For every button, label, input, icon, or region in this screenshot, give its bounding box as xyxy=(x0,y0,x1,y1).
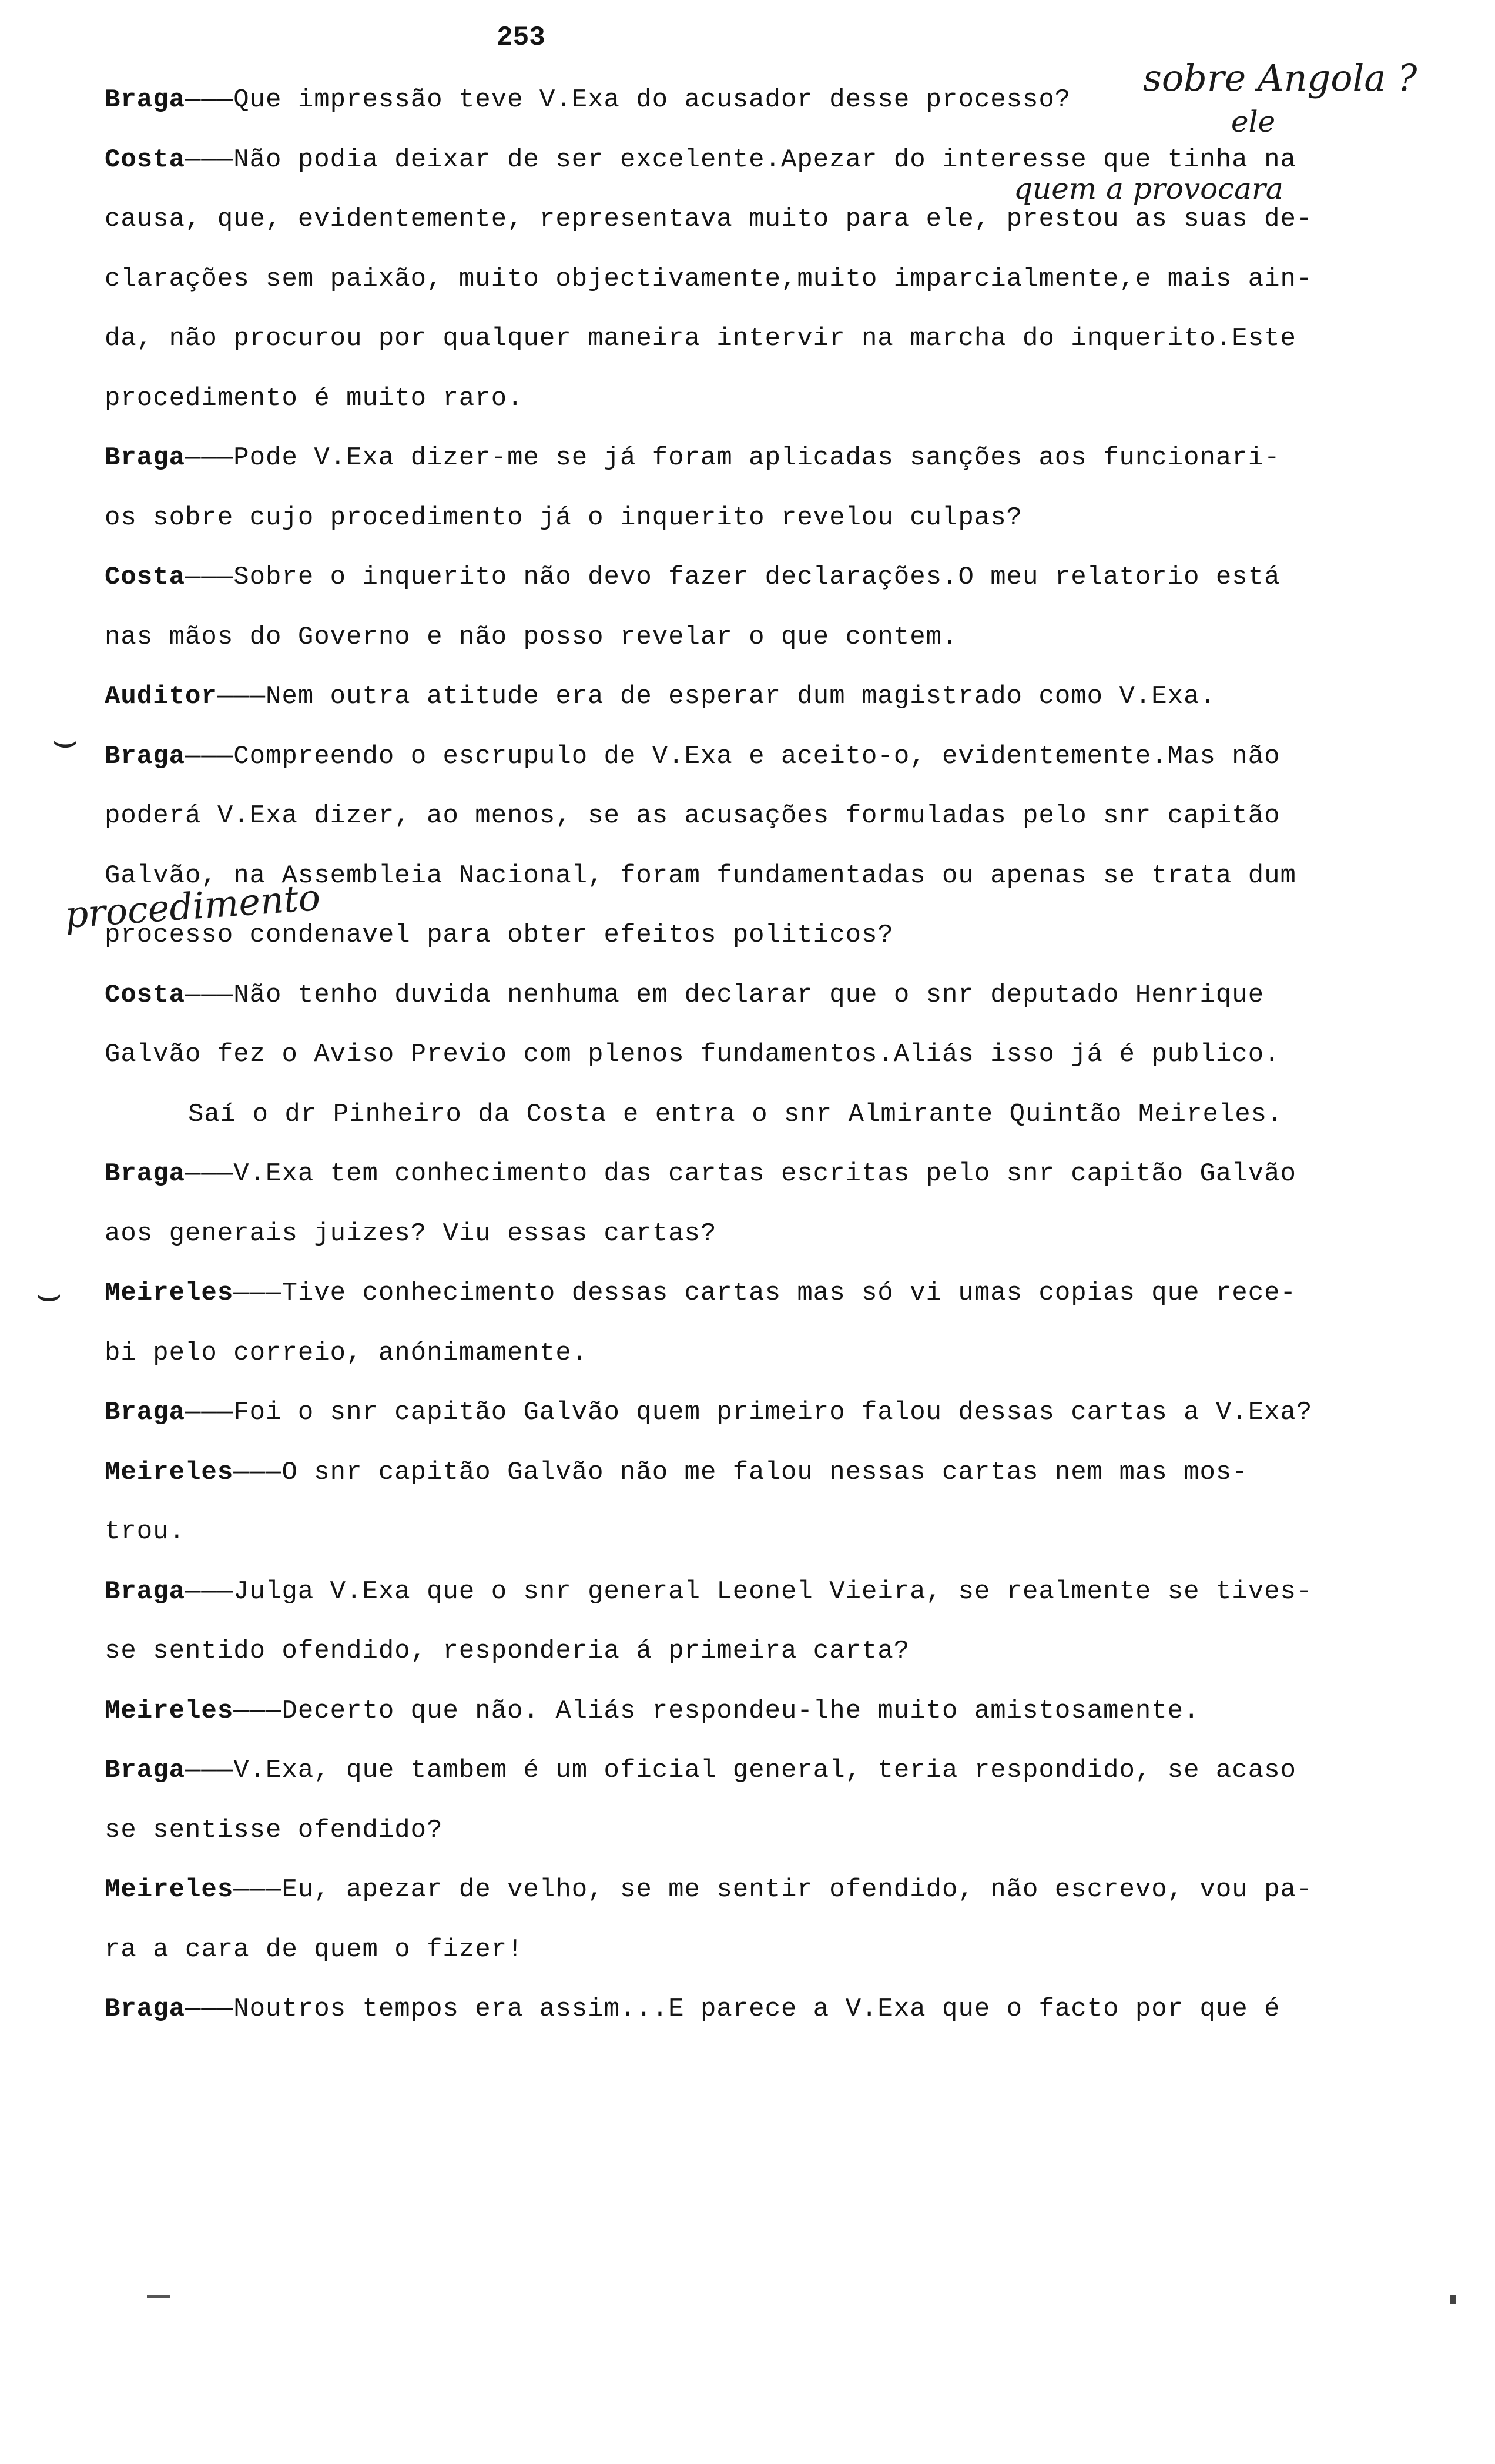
margin-tick-mark: ⌣ xyxy=(35,1270,63,1318)
line-text: os sobre cujo procedimento já o inquerito revelou culpas? xyxy=(105,503,1023,533)
line-text: processo condenavel para obter efeitos politicos? xyxy=(105,920,894,950)
speaker-name: Meireles xyxy=(105,1696,234,1726)
line-text: ———Não podia deixar de ser excelente.Apezar do interesse que tinha na xyxy=(185,145,1296,175)
line-text: trou. xyxy=(105,1517,186,1546)
transcript-line xyxy=(105,82,1071,118)
line-text: ———V.Exa tem conhecimento das cartas escritas pelo snr capitão Galvão xyxy=(185,1159,1296,1189)
line-text: ———Sobre o inquerito não devo fazer declarações.O meu relatorio está xyxy=(185,563,1281,592)
speaker-name: Braga xyxy=(105,1398,186,1427)
transcript-line xyxy=(105,1514,185,1549)
bottom-rule-mark xyxy=(147,2295,170,2298)
line-text: ———Nem outra atitude era de esperar dum magistrado como V.Exa. xyxy=(217,682,1216,711)
line-text: ra a cara de quem o fizer! xyxy=(105,1935,524,1964)
line-text: se sentisse ofendido? xyxy=(105,1816,443,1845)
line-text: procedimento é muito raro. xyxy=(105,384,524,413)
margin-tick-mark: ⌣ xyxy=(52,716,79,764)
transcript-line xyxy=(105,798,1281,833)
transcript-line xyxy=(105,262,1312,297)
transcript-line xyxy=(105,500,1023,535)
line-text: da, não procurou por qualquer maneira intervir na marcha do inquerito.Este xyxy=(105,324,1296,353)
page-number: 253 xyxy=(497,22,545,53)
line-text: ———Julga V.Exa que o snr general Leonel Vieira, se realmente se tives- xyxy=(185,1577,1313,1606)
speaker-name: Braga xyxy=(105,1756,186,1785)
transcript-line xyxy=(105,381,524,416)
speaker-name: Braga xyxy=(105,742,186,771)
transcript-line xyxy=(105,739,1281,774)
line-text: ———Eu, apezar de velho, se me sentir ofendido, não escrevo, vou pa- xyxy=(233,1875,1313,1904)
speaker-name: Braga xyxy=(105,443,186,473)
line-text: ———V.Exa, que tambem é um oficial general, teria respondido, se acaso xyxy=(185,1756,1296,1785)
speaker-name: Braga xyxy=(105,1159,186,1189)
line-text: ———O snr capitão Galvão não me falou nessas cartas nem mas mos- xyxy=(233,1458,1248,1487)
transcript-line xyxy=(105,1813,443,1848)
line-text: Galvão fez o Aviso Previo com plenos fundamentos.Aliás isso já é publico. xyxy=(105,1040,1281,1069)
handwritten-note-quem-a-provocara: quem a provocara xyxy=(1014,172,1283,206)
transcript-line xyxy=(105,1633,910,1669)
speaker-name: Costa xyxy=(105,145,186,175)
transcript-line xyxy=(105,1335,588,1371)
speaker-name: Auditor xyxy=(105,682,217,711)
transcript-line xyxy=(105,1216,716,1251)
line-text: ———Que impressão teve V.Exa do acusador desse processo? xyxy=(185,85,1071,115)
speaker-name: Meireles xyxy=(105,1278,234,1308)
transcript-line xyxy=(105,1693,1200,1729)
transcript-line xyxy=(105,1753,1296,1788)
transcript-line xyxy=(105,560,1281,595)
line-text: ———Decerto que não. Aliás respondeu-lhe muito amistosamente. xyxy=(233,1696,1200,1726)
handwritten-note-procedimento: procedimento xyxy=(63,875,322,937)
line-text: ———Pode V.Exa dizer-me se já foram aplicadas sanções aos funcionari- xyxy=(185,443,1281,473)
speaker-name: Costa xyxy=(105,980,186,1010)
line-text: poderá V.Exa dizer, ao menos, se as acusações formuladas pelo snr capitão xyxy=(105,801,1281,831)
transcript-line xyxy=(105,620,958,655)
transcript-line xyxy=(105,1395,1312,1430)
line-text: Galvão, na Assembleia Nacional, foram fundamentadas ou apenas se trata dum xyxy=(105,861,1296,890)
speaker-name: Braga xyxy=(105,1994,186,2024)
handwritten-note-ele: ele xyxy=(1231,105,1276,139)
transcript-line xyxy=(105,1275,1296,1311)
speaker-name: Braga xyxy=(105,85,186,115)
handwritten-note-sobre-angola: sobre Angola ? xyxy=(1143,56,1417,99)
line-text: ———Noutros tempos era assim...E parece a V.Exa que o facto por que é xyxy=(185,1994,1281,2024)
line-text: aos generais juizes? Viu essas cartas? xyxy=(105,1219,717,1248)
transcript-line xyxy=(105,202,1312,237)
transcript-line xyxy=(188,1097,1283,1132)
transcript-line xyxy=(105,321,1296,356)
line-text: causa, que, evidentemente, representava muito para ele, prestou as suas de- xyxy=(105,205,1313,234)
transcript-line xyxy=(105,1574,1312,1609)
transcript-line xyxy=(105,440,1281,476)
line-text: clarações sem paixão, muito objectivamente,muito imparcialmente,e mais ain- xyxy=(105,265,1313,294)
line-text: Saí o dr Pinheiro da Costa e entra o snr Almirante Quintão Meireles. xyxy=(188,1100,1283,1129)
speaker-name: Meireles xyxy=(105,1458,234,1487)
transcript-line xyxy=(105,1455,1248,1490)
transcript-line xyxy=(105,977,1264,1013)
line-text: bi pelo correio, anónimamente. xyxy=(105,1338,588,1368)
transcript-line xyxy=(105,1932,524,1967)
line-text: ———Foi o snr capitão Galvão quem primeiro falou dessas cartas a V.Exa? xyxy=(185,1398,1313,1427)
speaker-name: Braga xyxy=(105,1577,186,1606)
transcript-line xyxy=(105,1872,1312,1907)
line-text: se sentido ofendido, responderia á primeira carta? xyxy=(105,1636,910,1666)
speaker-name: Costa xyxy=(105,563,186,592)
line-text: ———Tive conhecimento dessas cartas mas só vi umas copias que rece- xyxy=(233,1278,1296,1308)
transcript-line xyxy=(105,1991,1281,2027)
line-text: ———Não tenho duvida nenhuma em declarar que o snr deputado Henrique xyxy=(185,980,1265,1010)
transcript-line xyxy=(105,1156,1296,1191)
transcript-line xyxy=(105,679,1216,714)
line-text: nas mãos do Governo e não posso revelar o que contem. xyxy=(105,622,958,652)
line-text: ———Compreendo o escrupulo de V.Exa e aceito-o, evidentemente.Mas não xyxy=(185,742,1281,771)
speaker-name: Meireles xyxy=(105,1875,234,1904)
transcript-line xyxy=(105,1037,1281,1072)
bottom-dot-mark xyxy=(1450,2295,1456,2304)
